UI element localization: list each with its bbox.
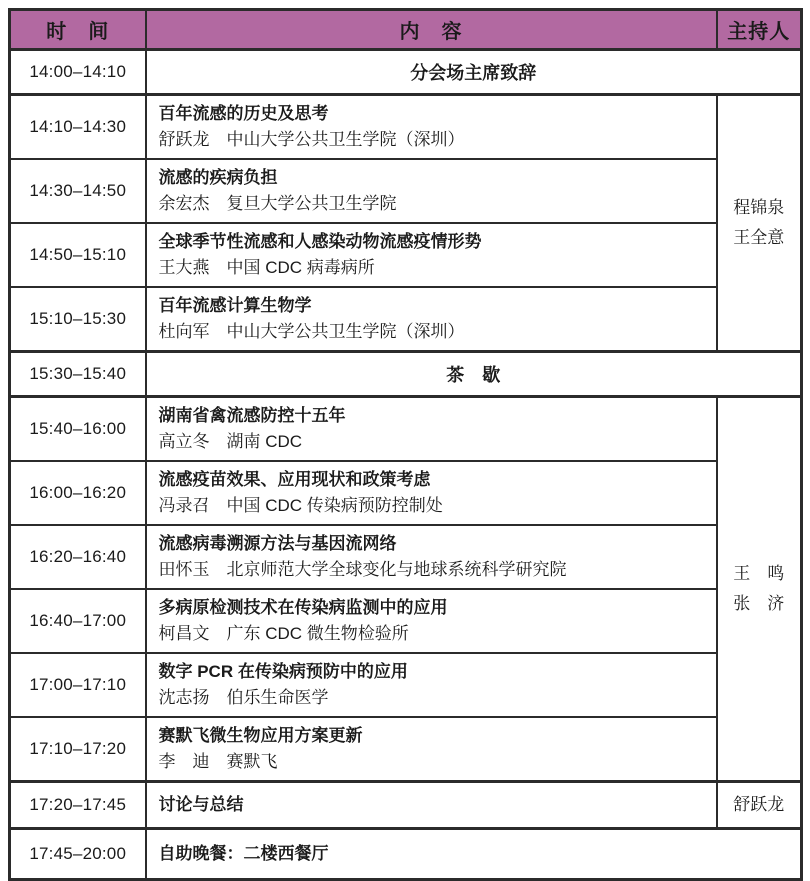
table-row-talk (10, 525, 802, 589)
time-cell: 16:20–16:40 (10, 525, 146, 589)
content-cell (146, 95, 717, 160)
talk-speaker: 冯录召 中国 CDC 传染病预防控制处 (158, 496, 443, 515)
table-row-break (10, 352, 802, 397)
talk-title: 流感病毒溯源方法与基因流网络 (158, 534, 397, 553)
host-cell (717, 782, 802, 829)
talk-title: 百年流感的历史及思考 (158, 104, 329, 123)
conference-schedule-table (8, 8, 803, 881)
content-cell (146, 397, 717, 462)
session-title: 分会场主席致辞 (146, 50, 802, 95)
host-name: 王全意 (733, 228, 785, 247)
talk-title: 流感的疾病负担 (158, 168, 278, 187)
content-cell (146, 717, 717, 782)
host-name: 舒跃龙 (733, 795, 785, 814)
talk-title: 百年流感计算生物学 (158, 296, 312, 315)
table-row-opening (10, 50, 802, 95)
content-cell (146, 829, 802, 880)
host-name: 程锦泉 (733, 198, 785, 217)
talk-speaker: 柯昌文 广东 CDC 微生物检验所 (158, 624, 409, 643)
time-cell: 16:40–17:00 (10, 589, 146, 653)
talk-title: 全球季节性流感和人感染动物流感疫情形势 (158, 232, 482, 251)
header-time: 时 间 (10, 10, 146, 50)
dinner-title: 自助晚餐：二楼西餐厅 (158, 844, 329, 863)
time-cell: 17:45–20:00 (10, 829, 146, 880)
content-cell (146, 461, 717, 525)
table-row-talk (10, 589, 802, 653)
talk-title: 湖南省禽流感防控十五年 (158, 406, 346, 425)
time-cell: 14:00–14:10 (10, 50, 146, 95)
time-cell: 17:20–17:45 (10, 782, 146, 829)
table-row-talk (10, 95, 802, 160)
table-row-talk (10, 223, 802, 287)
time-cell: 14:50–15:10 (10, 223, 146, 287)
talk-speaker: 王大燕 中国 CDC 病毒病所 (158, 258, 375, 277)
content-cell (146, 782, 717, 829)
content-cell (146, 525, 717, 589)
talk-title: 讨论与总结 (158, 795, 244, 814)
talk-speaker: 杜向军 中山大学公共卫生学院（深圳） (158, 322, 465, 341)
content-cell (146, 159, 717, 223)
table-row-talk (10, 717, 802, 782)
content-cell (146, 653, 717, 717)
table-row-talk (10, 159, 802, 223)
talk-title: 多病原检测技术在传染病监测中的应用 (158, 598, 448, 617)
break-title: 茶 歇 (146, 352, 802, 397)
time-cell: 17:10–17:20 (10, 717, 146, 782)
content-cell (146, 589, 717, 653)
talk-speaker: 沈志扬 伯乐生命医学 (158, 688, 329, 707)
host-cell (717, 95, 802, 352)
talk-speaker: 余宏杰 复旦大学公共卫生学院 (158, 194, 397, 213)
table-row-dinner (10, 829, 802, 880)
content-cell (146, 287, 717, 352)
table-row-discussion (10, 782, 802, 829)
talk-title: 数字 PCR 在传染病预防中的应用 (158, 662, 408, 681)
talk-speaker: 田怀玉 北京师范大学全球变化与地球系统科学研究院 (158, 560, 567, 579)
table-row-talk (10, 461, 802, 525)
host-cell (717, 397, 802, 782)
talk-speaker: 李 迪 赛默飞 (158, 752, 278, 771)
table-row-talk (10, 397, 802, 462)
talk-speaker: 舒跃龙 中山大学公共卫生学院（深圳） (158, 130, 465, 149)
table-header (10, 10, 802, 50)
time-cell: 17:00–17:10 (10, 653, 146, 717)
time-cell: 15:30–15:40 (10, 352, 146, 397)
table-row-talk (10, 287, 802, 352)
header-content: 内 容 (146, 10, 717, 50)
content-cell (146, 223, 717, 287)
host-name: 王 鸣 (733, 564, 785, 583)
table-row-talk (10, 653, 802, 717)
time-cell: 14:30–14:50 (10, 159, 146, 223)
time-cell: 15:10–15:30 (10, 287, 146, 352)
header-row (10, 10, 802, 50)
header-host: 主持人 (717, 10, 802, 50)
talk-speaker: 高立冬 湖南 CDC (158, 432, 303, 451)
time-cell: 14:10–14:30 (10, 95, 146, 160)
talk-title: 赛默飞微生物应用方案更新 (158, 726, 363, 745)
time-cell: 15:40–16:00 (10, 397, 146, 462)
host-name: 张 济 (733, 594, 785, 613)
time-cell: 16:00–16:20 (10, 461, 146, 525)
talk-title: 流感疫苗效果、应用现状和政策考虑 (158, 470, 431, 489)
